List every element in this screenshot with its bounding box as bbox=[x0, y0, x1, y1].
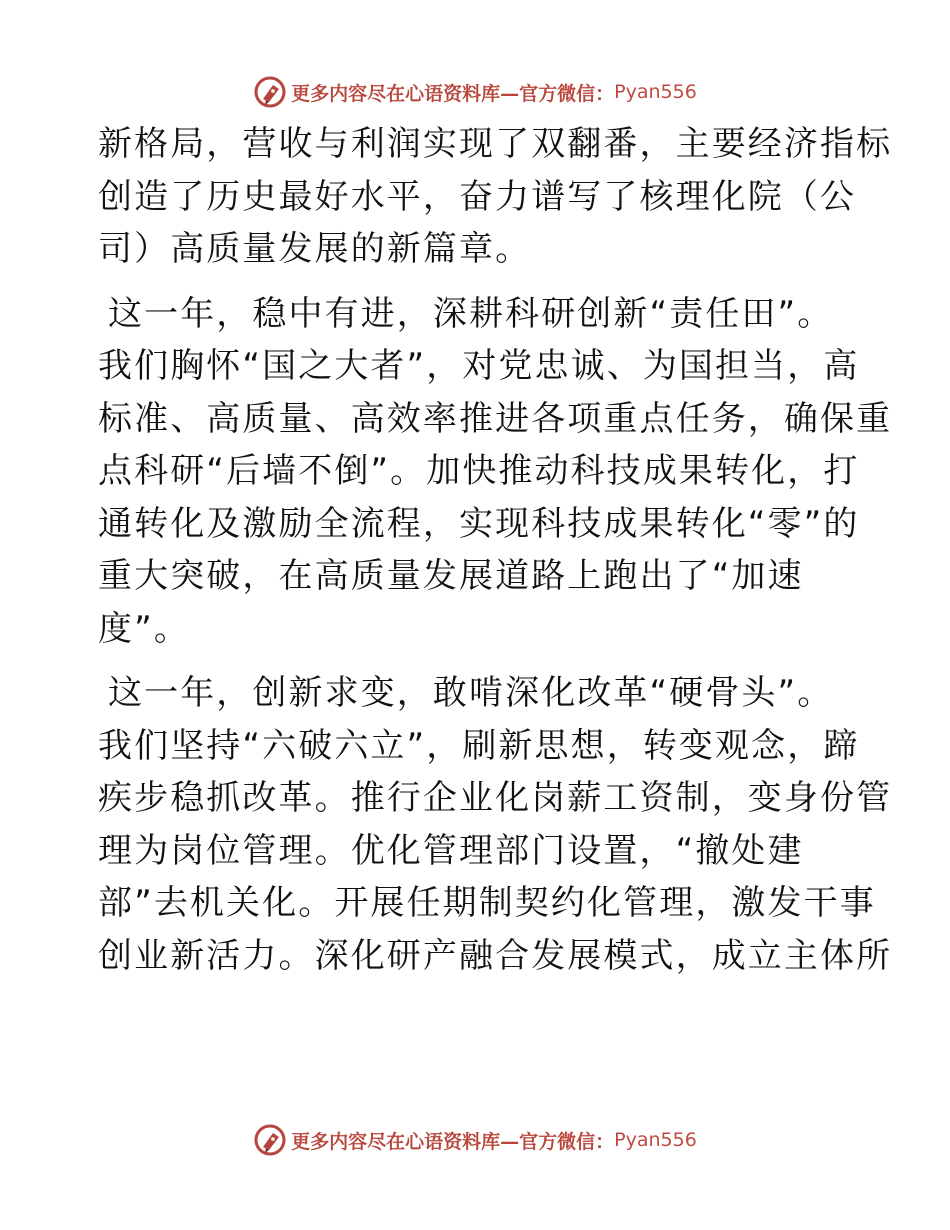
text-line: 我们胸怀“国之大者”，对党忠诚、为国担当，高 bbox=[98, 346, 860, 386]
text-line: 标准、高质量、高效率推进各项重点任务，确保重 bbox=[98, 398, 893, 439]
footer-banner-id: Pyan556 bbox=[614, 1129, 697, 1151]
paragraph-2 bbox=[98, 288, 893, 656]
text-line: 这一年，稳中有进，深耕科研创新“责任田”。 bbox=[108, 293, 834, 334]
paragraph-1 bbox=[98, 118, 893, 276]
header-banner-text: 更多内容尽在心语资料库—官方微信： bbox=[291, 82, 615, 105]
paragraph-3 bbox=[98, 667, 893, 982]
text-line: 理为岗位管理。优化管理部门设置，“撤处建 bbox=[98, 830, 804, 871]
text-line: 度”。 bbox=[98, 608, 190, 649]
document-body bbox=[98, 118, 893, 994]
text-line: 创业新活力。深化研产融合发展模式，成立主体所 bbox=[98, 935, 893, 976]
text-line: 创造了历史最好水平，奋力谱写了核理化院（公 bbox=[98, 176, 857, 217]
text-line: 通转化及激励全流程，实现科技成果转化“零”的 bbox=[98, 503, 860, 544]
text-line: 新格局，营收与利润实现了双翻番，主要经济指标 bbox=[98, 124, 893, 164]
footer-watermark-banner bbox=[0, 1120, 950, 1160]
text-line: 疾步稳抓改革。推行企业化岗薪工资制，变身份管 bbox=[98, 778, 893, 818]
header-banner-id: Pyan556 bbox=[614, 81, 697, 103]
pen-nib-logo-icon bbox=[253, 1123, 287, 1157]
text-line: 点科研“后墙不倒”。加快推动科技成果转化，打 bbox=[98, 451, 860, 491]
pen-nib-logo-icon bbox=[253, 75, 287, 109]
text-line: 这一年，创新求变，敢啃深化改革“硬骨头”。 bbox=[108, 673, 834, 713]
header-watermark-banner bbox=[0, 72, 950, 112]
footer-banner-text: 更多内容尽在心语资料库—官方微信： bbox=[291, 1130, 615, 1153]
text-line: 部”去机关化。开展任期制契约化管理，激发干事 bbox=[98, 883, 876, 923]
text-line: 我们坚持“六破六立”，刷新思想，转变观念，蹄 bbox=[98, 725, 860, 766]
text-line: 司）高质量发展的新篇章。 bbox=[98, 229, 532, 269]
text-line: 重大突破，在高质量发展道路上跑出了“加速 bbox=[98, 556, 804, 596]
